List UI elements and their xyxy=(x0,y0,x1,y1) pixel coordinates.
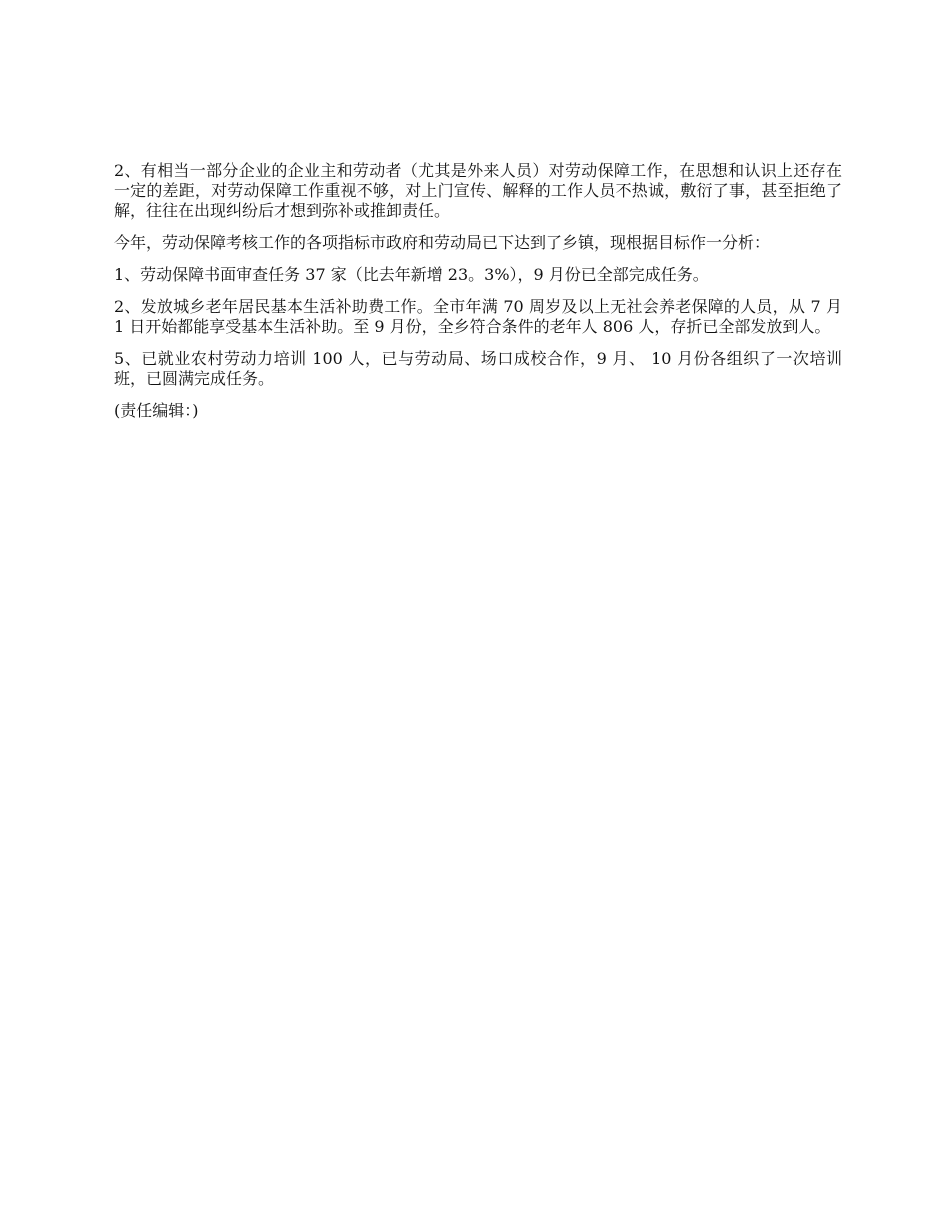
paragraph-elderly-subsidy: 2、发放城乡老年居民基本生活补助费工作。全市年满 70 周岁及以上无社会养老保障的人员，从 7 月 1 日开始都能享受基本生活补助。至 9 月份，全乡符合条件的老年人 806 人，存折已全部发放到人。 xyxy=(114,297,842,336)
paragraph-written-review: 1、劳动保障书面审查任务 37 家（比去年新增 23。3%），9 月份已全部完成任务。 xyxy=(114,265,709,284)
editor-credit: (责任编辑：) xyxy=(114,401,199,420)
paragraph-labor-training: 5、已就业农村劳动力培训 100 人，已与劳动局、场口成校合作，9 月、 10 月份各组织了一次培训班，已圆满完成任务。 xyxy=(114,349,842,388)
document-body xyxy=(114,161,842,433)
paragraph-targets-intro: 今年，劳动保障考核工作的各项指标市政府和劳动局已下达到了乡镇，现根据目标作一分析： xyxy=(114,233,771,252)
paragraph-awareness-gap: 2、有相当一部分企业的企业主和劳动者（尤其是外来人员）对劳动保障工作，在思想和认识上还存在一定的差距，对劳动保障工作重视不够，对上门宣传、解释的工作人员不热诚，敷衍了事，甚至拒绝了解，往往在出现纠纷后才想到弥补或推卸责任。 xyxy=(114,161,842,220)
